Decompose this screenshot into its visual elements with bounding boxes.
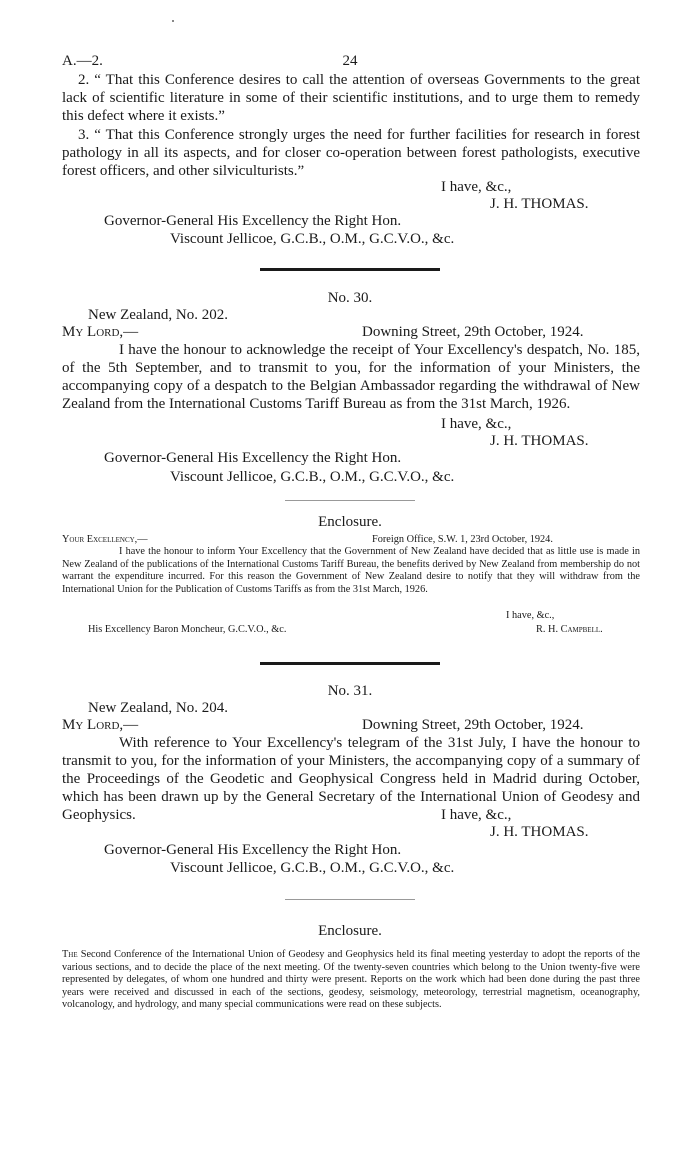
enclosure-signature: R. H. Campbell. [536, 624, 603, 635]
enclosure-place-date: Foreign Office, S.W. 1, 23rd October, 1924. [372, 534, 553, 545]
despatch-body: I have the honour to acknowledge the receipt of Your Excellency's despatch, No. 185, of the 5th September, and to transmit to you, for the information of your Ministers, the accompanying copy of a despatch to the Belgian Ambassador regarding the withdrawal of New Zealand from the International Customs Tariff Bureau as from the 31st March, 1926. [62, 342, 640, 412]
despatch-number: No. 31. [327, 683, 373, 699]
despatch-number: No. 30. [327, 290, 373, 306]
place-date: Downing Street, 29th October, 1924. [362, 717, 584, 733]
page-number: 24 [342, 53, 358, 69]
signature: J. H. THOMAS. [490, 824, 589, 840]
addressee-line-2: Viscount Jellicoe, G.C.B., O.M., G.C.V.O., &c. [170, 860, 455, 876]
addressee-line-2: Viscount Jellicoe, G.C.B., O.M., G.C.V.O., &c. [170, 231, 455, 247]
enclosure-title: Enclosure. [318, 514, 382, 530]
enclosure-body-text: Second Conference of the International Union of Geodesy and Geophysics held its final meeting yesterday to adopt the reports of the various sections, and to decide the place of the next meeting. Of the twenty-seven countries which belong to the Union twenty-five were represented by delegates, of whom one hundred and thirty were present. Reports on the work which had been done during the past three years were received and discussed in each of the sections, geodesy, seismology, meteorology, terrestrial magnetism, oceanography, volcanology, and hydrology, and many special communications were read on these subjects. [62, 949, 640, 1010]
despatch-body: With reference to Your Excellency's telegram of the 31st July, I have the honour to transmit to you, for the information of your Ministers, the accompanying copy of a summary of the Proceedings of the Geodetic and Geophysical Congress held in Madrid during October, which has been drawn up by the General Secretary of the International Union of Geodesy and Geophysics. [62, 735, 640, 823]
addressee-line-1: Governor-General His Excellency the Right Hon. [104, 450, 402, 466]
enclosure-title: Enclosure. [318, 923, 382, 939]
signature: J. H. THOMAS. [490, 196, 589, 212]
resolution-2: 2. “ That this Conference desires to call the attention of overseas Governments to the great lack of scientific literature in some of their scientific institutions, and to urge them to remedy this defect where it exists.” [62, 72, 640, 124]
signature: J. H. THOMAS. [490, 433, 589, 449]
enclosure-closing: I have, &c., [506, 610, 555, 621]
salutation: My Lord,— [62, 717, 139, 733]
place-date: Downing Street, 29th October, 1924. [362, 324, 584, 340]
enclosure-lead-word: The [62, 949, 78, 960]
closing-line: I have, &c., [441, 807, 512, 823]
despatch-reference: New Zealand, No. 204. [88, 700, 228, 716]
section-divider [260, 268, 440, 271]
section-divider [260, 662, 440, 665]
addressee-line-2: Viscount Jellicoe, G.C.B., O.M., G.C.V.O., &c. [170, 469, 455, 485]
scan-speck [172, 20, 174, 22]
addressee-line-1: Governor-General His Excellency the Right Hon. [104, 842, 402, 858]
enclosure-body [62, 949, 640, 1012]
document-reference: A.—2. [62, 53, 103, 69]
enclosure-divider [285, 899, 415, 900]
closing-line: I have, &c., [441, 179, 512, 195]
despatch-reference: New Zealand, No. 202. [88, 307, 228, 323]
enclosure-addressee: His Excellency Baron Moncheur, G.C.V.O., &c. [88, 624, 287, 635]
resolution-3: 3. “ That this Conference strongly urges the need for further facilities for research in forest pathology in all its aspects, and for closer co-operation between forest pathologists, executive forest officers, and other silviculturists.” [62, 127, 640, 179]
closing-line: I have, &c., [441, 416, 512, 432]
addressee-line-1: Governor-General His Excellency the Right Hon. [104, 213, 402, 229]
salutation: My Lord,— [62, 324, 139, 340]
enclosure-divider [285, 500, 415, 501]
enclosure-salutation: Your Excellency,— [62, 534, 148, 545]
enclosure-body: I have the honour to inform Your Excellency that the Government of New Zealand have decided that as little use is made in New Zealand of the publications of the International Customs Tariff Bureau, the benefits derived by New Zealand from membership do not warrant the expenditure incurred. For this reason the Government of New Zealand desire to notify that they will withdraw from the International Union for the Publication of Customs Tariffs as from the 31st March, 1926. [62, 546, 640, 595]
